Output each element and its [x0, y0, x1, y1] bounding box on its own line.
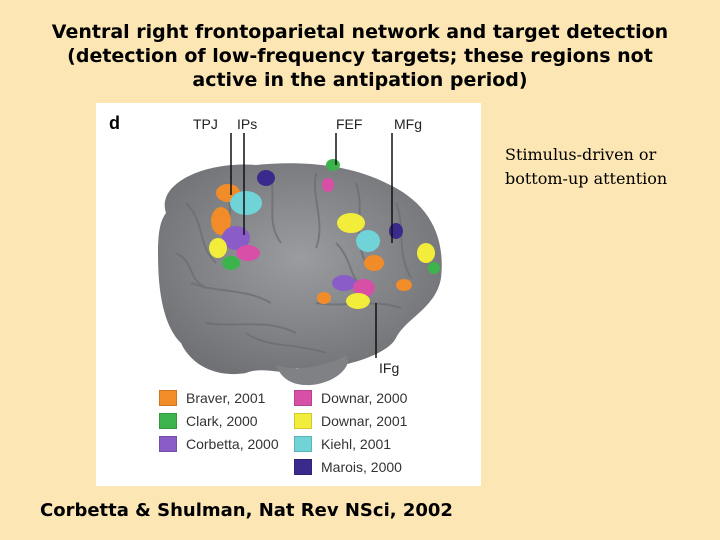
legend-item [159, 413, 258, 429]
legend-label: Clark, 2000 [186, 413, 258, 429]
legend-item [294, 436, 391, 452]
legend-swatch [294, 390, 312, 406]
region-label-ips: IPs [237, 116, 258, 132]
region-label-fef: FEF [336, 116, 363, 132]
title-line-3: active in the antipation period) [192, 69, 528, 91]
legend-item [294, 413, 407, 429]
legend-item [159, 436, 279, 452]
title-line-1: Ventral right frontoparietal network and target detection [51, 21, 669, 43]
legend-item [294, 459, 402, 475]
legend-label: Kiehl, 2001 [321, 436, 392, 452]
panel-label: d [109, 113, 120, 133]
legend [159, 388, 469, 483]
brain-figure [96, 103, 481, 486]
legend-swatch [159, 413, 177, 429]
region-label-tpj: TPJ [193, 116, 218, 132]
side-note-line-1: Stimulus-driven or [505, 145, 657, 164]
region-label-mfg: MFg [394, 116, 422, 132]
title-line-2: (detection of low-frequency targets; these regions not [67, 45, 653, 67]
legend-item [159, 390, 265, 406]
slide-title [40, 20, 680, 92]
legend-label: Downar, 2000 [321, 390, 408, 406]
legend-label: Marois, 2000 [321, 459, 402, 475]
legend-swatch [159, 390, 177, 406]
legend-swatch [159, 436, 177, 452]
legend-swatch [294, 459, 312, 475]
legend-label: Braver, 2001 [186, 390, 266, 406]
legend-swatch [294, 436, 312, 452]
legend-item [294, 390, 407, 406]
side-note-line-2: bottom-up attention [505, 169, 668, 188]
legend-label: Downar, 2001 [321, 413, 408, 429]
region-label-ifg: IFg [379, 360, 400, 376]
citation: Corbetta & Shulman, Nat Rev NSci, 2002 [40, 500, 453, 521]
legend-label: Corbetta, 2000 [186, 436, 279, 452]
legend-swatch [294, 413, 312, 429]
side-note [505, 143, 705, 191]
brain-hemisphere-shape [158, 163, 442, 374]
